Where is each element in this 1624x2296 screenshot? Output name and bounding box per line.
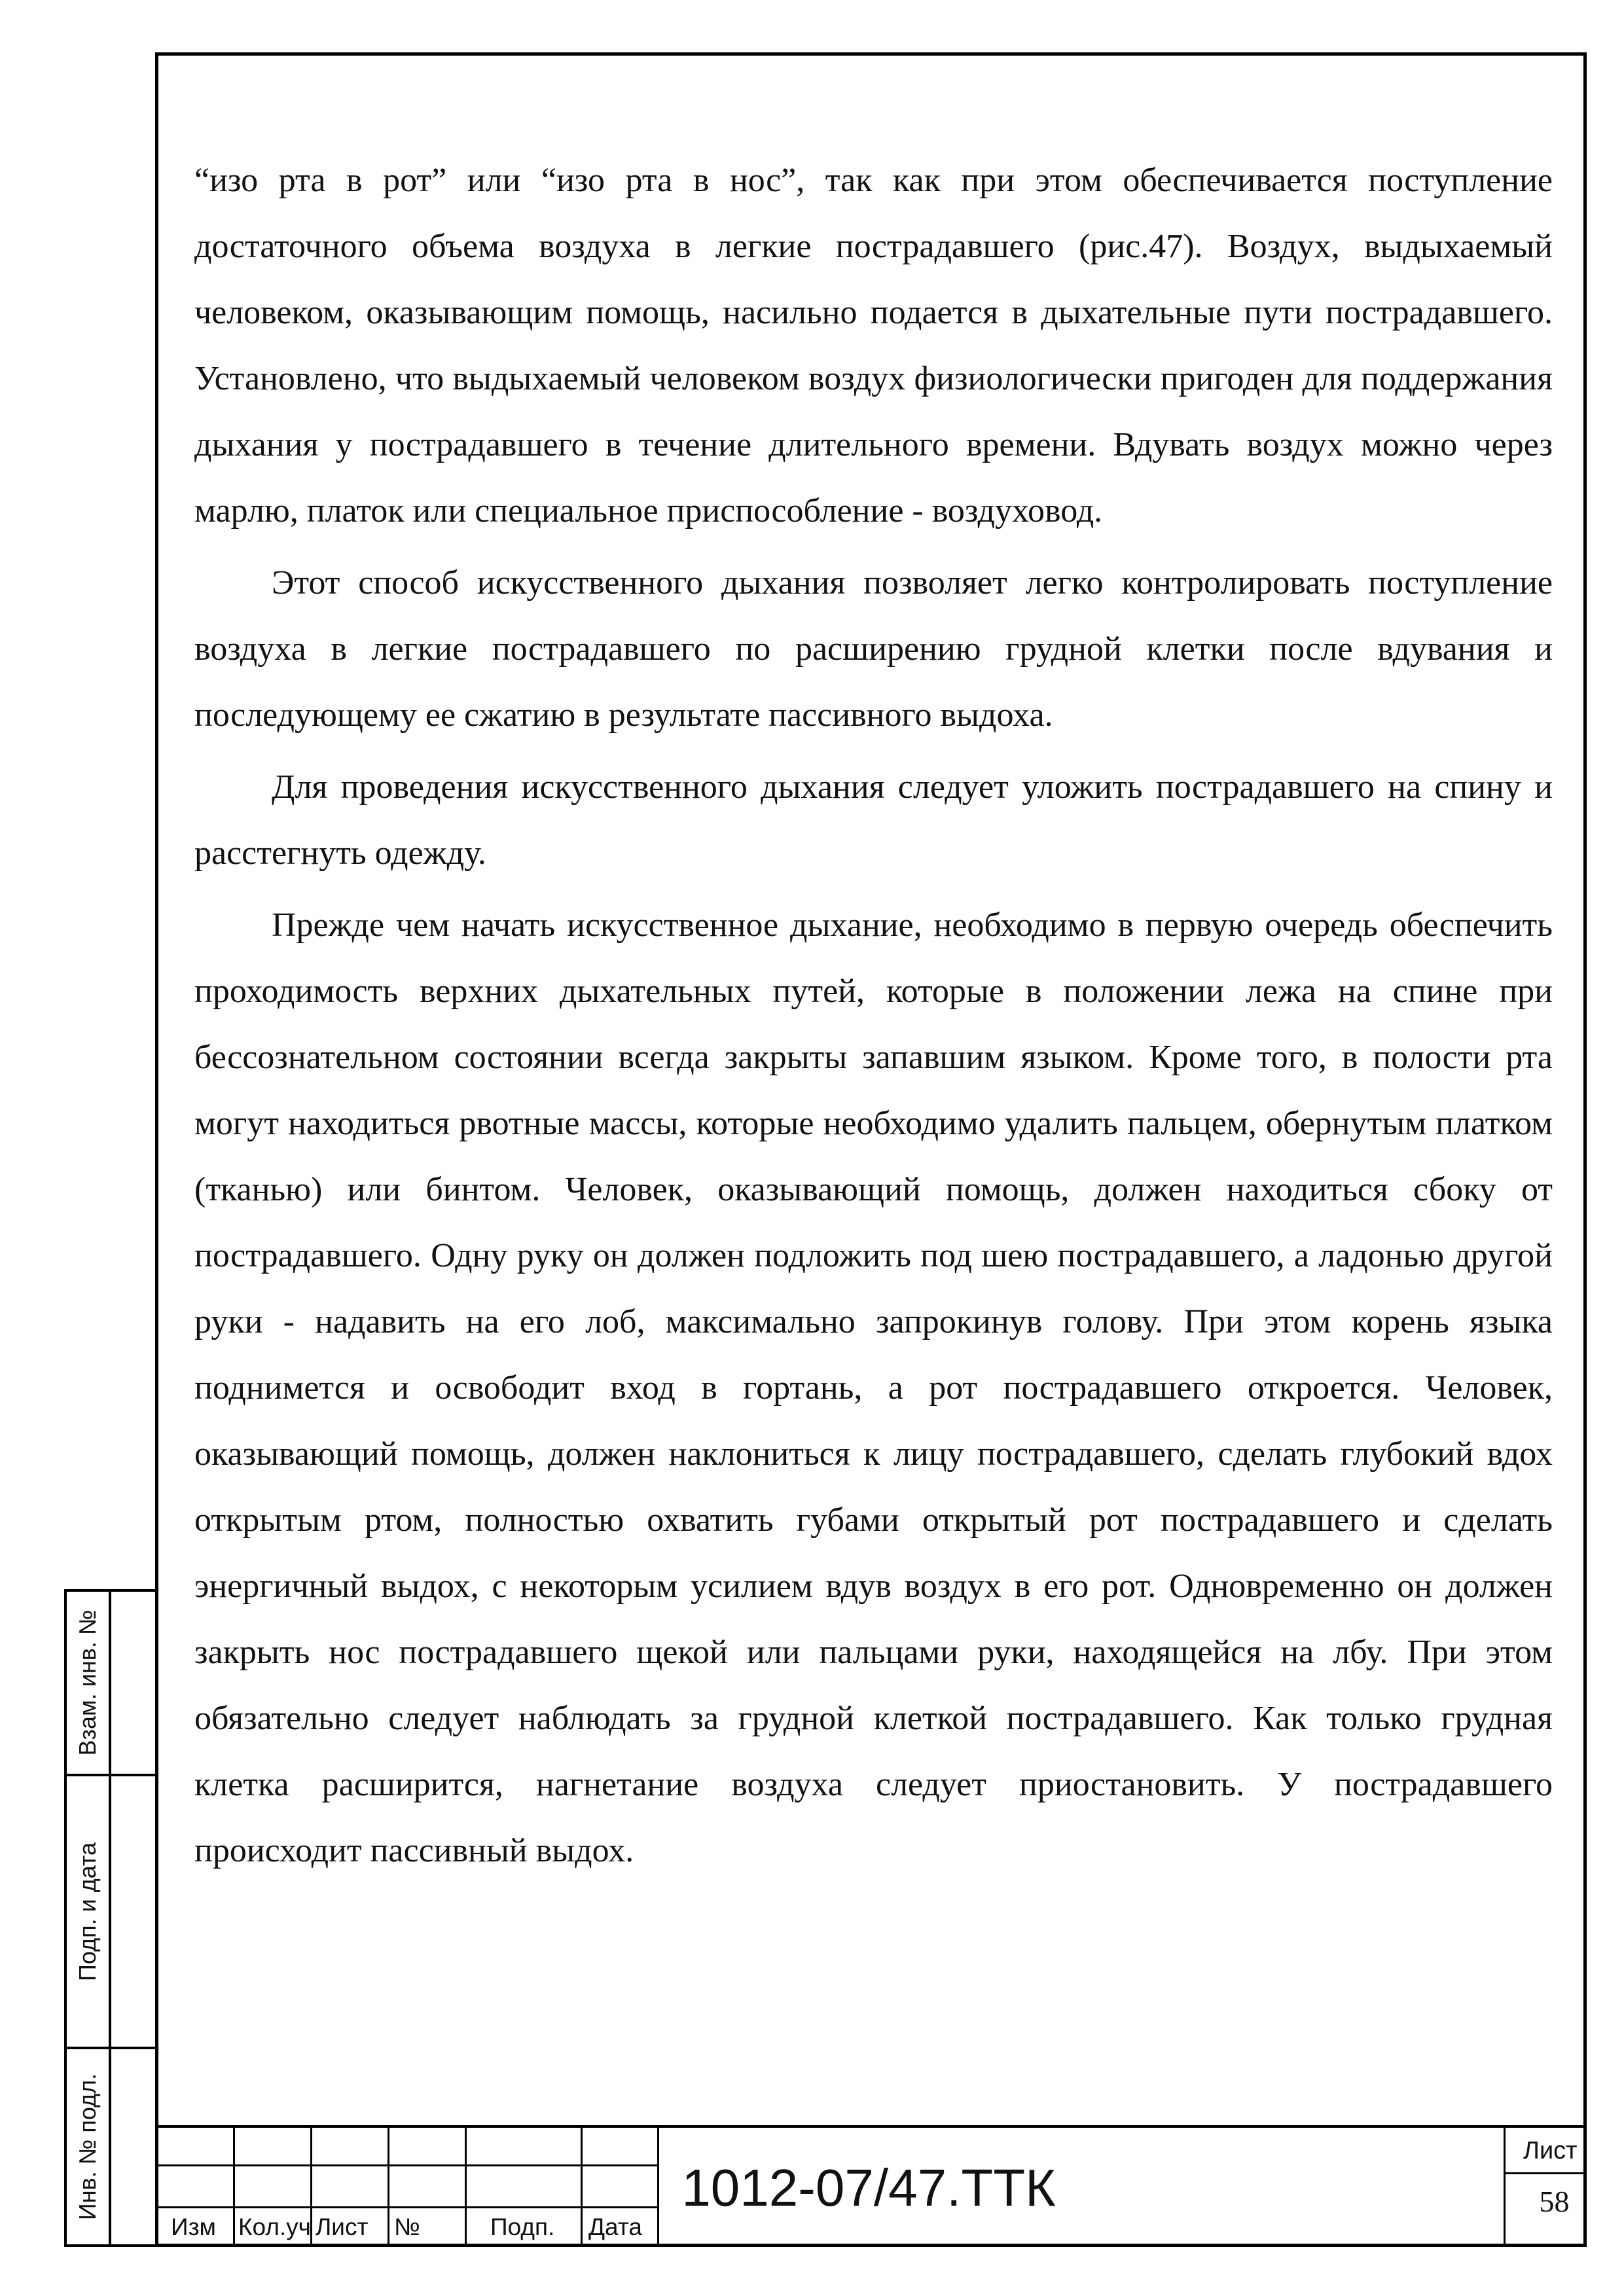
col-number: № — [394, 2214, 420, 2240]
document-body — [194, 147, 1553, 1884]
title-block — [155, 2125, 1587, 2247]
sheet-label: Лист — [1523, 2137, 1578, 2164]
side-label-vzam: Взам. инв. № — [74, 1609, 101, 1756]
paragraph-4: Прежде чем начать искусственное дыхание, необходимо в первую очередь обеспечить проходимость верхних дыхательных путей, которые в положении лежа на спине при бессознательном состоянии всегда закрыты запавшим языком. Кроме того, в полости рта могут находиться рвотные массы, которые необходимо удалить пальцем, обернутым платком (тканью) или бинтом. Человек, оказывающий помощь, должен находиться сбоку от пострадавшего. Одну руку он должен подложить под шею пострадавшего, а ладонью другой руки - надавить на его лоб, максимально запрокинув голову. При этом корень языка поднимется и освободит вход в гортань, а рот пострадавшего откроется. Человек, оказывающий помощь, должен наклониться к лицу пострадавшего, сделать глубокий вдох открытым ртом, полностью охватить губами открытый рот пострадавшего и сделать энергичный выдох, с некоторым усилием вдув воздух в его рот. Одновременно он должен закрыть нос пострадавшего щекой или пальцами руки, находящейся на лбу. При этом обязательно следует наблюдать за грудной клеткой пострадавшего. Как только грудная клетка расширится, нагнетание воздуха следует приостановить. У пострадавшего происходит пассивный выдох. — [194, 906, 1553, 1869]
col-izm: Изм — [171, 2214, 216, 2240]
side-stamp-podp — [64, 1776, 155, 2049]
paragraph-2: Этот способ искусственного дыхания позволяет легко контролировать поступление воздуха в легкие пострадавшего по расширению грудной клетки после вдувания и последующему ее сжатию в результате пассивного выдоха. — [194, 564, 1553, 734]
col-podp: Подп. — [490, 2214, 555, 2240]
side-label-inv: Инв. № подл. — [74, 2073, 101, 2221]
paragraph-1: “изо рта в рот” или “изо рта в нос”, так как при этом обеспечивается поступление достаточного объема воздуха в легкие пострадавшего (рис.47). Воздух, выдыхаемый человеком, оказывающим помощь, насильно подается в дыхательные пути пострадавшего. Установлено, что выдыхаемый человеком воздух физиологически пригоден для поддержания дыхания у пострадавшего в течение длительного времени. Вдувать воздух можно через марлю, платок или специальное приспособление - воздуховод. — [194, 162, 1553, 529]
col-kol-uch: Кол.уч — [238, 2214, 311, 2240]
document-code: 1012-07/47.ТТК — [681, 2159, 1056, 2217]
col-list: Лист — [316, 2214, 369, 2240]
side-stamp-vzam — [64, 1589, 155, 1776]
side-label-podp: Подп. и дата — [74, 1842, 101, 1981]
side-stamp-inv — [64, 2049, 155, 2247]
sheet-number: 58 — [1539, 2185, 1570, 2218]
paragraph-3: Для проведения искусственного дыхания следует уложить пострадавшего на спину и расстегнуть одежду. — [194, 768, 1553, 872]
col-data: Дата — [588, 2214, 642, 2240]
